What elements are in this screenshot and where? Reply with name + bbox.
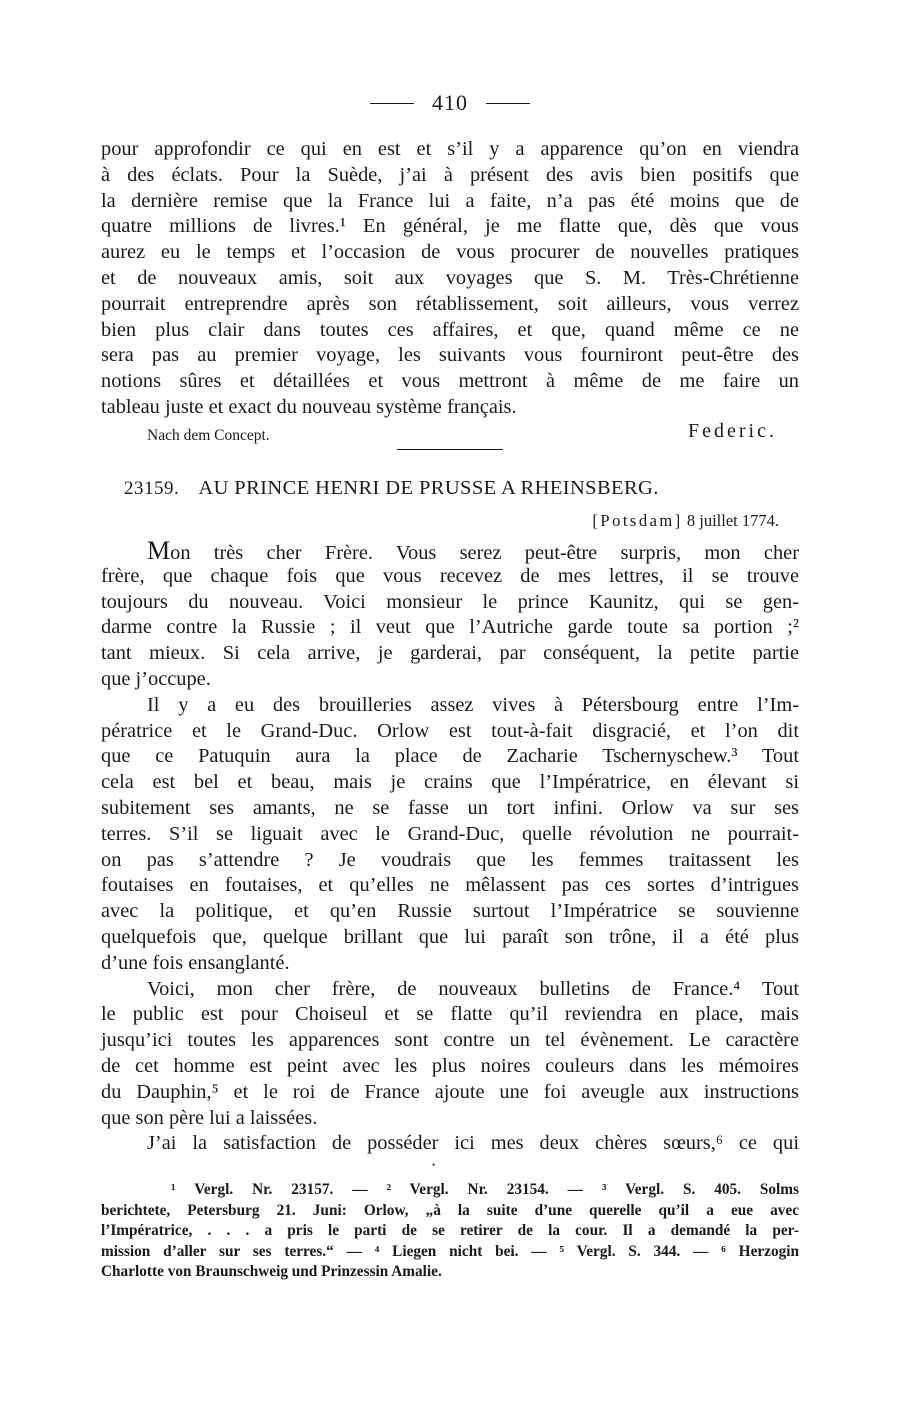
header-rule-left xyxy=(370,103,414,104)
text-line: pour approfondir ce qui en est et s’il y a apparence qu’on en viendra xyxy=(101,138,799,160)
text-line: que j’occupe. xyxy=(101,667,211,690)
text-line: que son père lui a laissées. xyxy=(101,1106,318,1129)
print-speck: • xyxy=(432,1160,436,1170)
text-line: pératrice et le Grand-Duc. Orlow est tout-à-fait disgracié, et l’on dit xyxy=(101,719,799,742)
dateline xyxy=(592,511,779,531)
footnotes xyxy=(101,1180,799,1283)
text-line: tableau juste et exact du nouveau système français. xyxy=(101,395,517,418)
signature: Federic. xyxy=(688,420,777,442)
footnote-line: Charlotte von Braunschweig und Prinzessin Amalie. xyxy=(101,1263,442,1280)
letter-body xyxy=(101,538,799,1157)
text-line: bien plus clair dans toutes ces affaires, et que, quand même ce ne xyxy=(101,318,799,341)
text-line: du Dauphin,⁵ et le roi de France ajoute une foi aveugle aux instructions xyxy=(101,1080,799,1103)
letter-date: 8 juillet 1774. xyxy=(686,511,779,530)
letter-heading xyxy=(124,477,774,500)
text-line: le public est pour Choiseul et se flatte qu’il reviendra en place, mais xyxy=(101,1003,799,1026)
footnote-line: ¹ Vergl. Nr. 23157. — ² Vergl. Nr. 23154. — ³ Vergl. S. 405. Solms xyxy=(171,1181,799,1198)
text-line: de cet homme est peint avec les plus noires couleurs dans les mémoires xyxy=(101,1054,799,1077)
text-line: notions sûres et détaillées et vous mettront à même de me faire un xyxy=(101,370,799,393)
text-line: quelquefois que, quelque brillant que lui paraît son trône, il a été plus xyxy=(101,925,799,948)
text-line: avec la politique, et qu’en Russie surtout l’Impératrice se souvienne xyxy=(101,900,799,923)
header-rule-right xyxy=(486,103,530,104)
text-line: on pas s’attendre ? Je voudrais que les femmes traitassent les xyxy=(101,848,799,871)
source-note: Nach dem Concept. xyxy=(147,427,270,444)
text-line: la dernière remise que la France lui a faite, n’a pas été moins que de xyxy=(101,189,799,212)
text-line: Voici, mon cher frère, de nouveaux bulletins de France.⁴ Tout xyxy=(147,977,799,1000)
text-line: que ce Patuquin aura la place de Zacharie Tschernyschew.³ Tout xyxy=(101,745,799,768)
text-line: sera pas au premier voyage, les suivants vous fourniront peut-être des xyxy=(101,344,799,367)
footnote-line: berichtete, Petersburg 21. Juni: Orlow, „à la suite d’une querelle qu’il a eue avec xyxy=(101,1201,799,1219)
text-line: J’ai la satisfaction de posséder ici mes deux chères sœurs,⁶ ce qui xyxy=(147,1132,799,1155)
text-line: subitement ses amants, ne se fasse un tort infini. Orlow va sur ses xyxy=(101,796,799,819)
text-line: Il y a eu des brouilleries assez vives à Pétersbourg entre l’Im- xyxy=(147,693,799,716)
page-header xyxy=(0,90,900,116)
text-line: et de nouveaux amis, soit aux voyages que S. M. Très-Chrétienne xyxy=(101,266,799,289)
text-line: toujours du nouveau. Voici monsieur le prince Kaunitz, qui se gen- xyxy=(101,590,799,613)
text-line: d’une fois ensanglanté. xyxy=(101,951,290,974)
text-line: foutaises en foutaises, et qu’elles ne mêlassent pas ces sortes d’intrigues xyxy=(101,874,799,897)
text-line: pourrait entreprendre après son rétablissement, soit ailleurs, vous verrez xyxy=(101,292,799,315)
text-line: darme contre la Russie ; il veut que l’Autriche garde toute sa portion ;² xyxy=(101,616,799,639)
text-line: terres. S’il se liguait avec le Grand-Duc, quelle révolution ne pourrait- xyxy=(101,822,799,845)
page-number: 410 xyxy=(432,90,468,115)
footnote-line: l’Impératrice, . . . a pris le parti de se retirer de la cour. Il a demandé la per- xyxy=(101,1222,799,1239)
text-line: aurez eu le temps et l’occasion de vous procurer de nouvelles pratiques xyxy=(101,241,799,264)
text-line: tant mieux. Si cela arrive, je garderai, par conséquent, la petite partie xyxy=(101,642,799,665)
text-line: cela est bel et beau, mais je crains que l’Impératrice, en élevant si xyxy=(101,771,799,794)
text-line: quatre millions de livres.¹ En général, je me flatte que, dès que vous xyxy=(101,215,799,238)
continued-letter-text xyxy=(101,137,799,421)
footnote-line: mission d’aller sur ses terres.“ — ⁴ Liegen nicht bei. — ⁵ Vergl. S. 344. — ⁶ Herzogin xyxy=(101,1242,799,1260)
salutation-initial: M xyxy=(147,536,171,565)
text-line: Mon très cher Frère. Vous serez peut-être surpris, mon cher xyxy=(147,536,799,565)
section-separator xyxy=(397,449,503,450)
letter-number: 23159. xyxy=(124,478,180,499)
text-line: jusqu’ici toutes les apparences sont contre un tel évènement. Le caractère xyxy=(101,1029,799,1052)
letter-title: AU PRINCE HENRI DE PRUSSE A RHEINSBERG. xyxy=(198,477,659,499)
letter-place: [Potsdam] xyxy=(592,511,683,530)
text-line: frère, que chaque fois que vous recevez de mes lettres, il se trouve xyxy=(101,564,799,587)
text-line: à des éclats. Pour la Suède, j’ai à présent des avis bien positifs que xyxy=(101,163,799,186)
closing-row xyxy=(101,420,799,450)
